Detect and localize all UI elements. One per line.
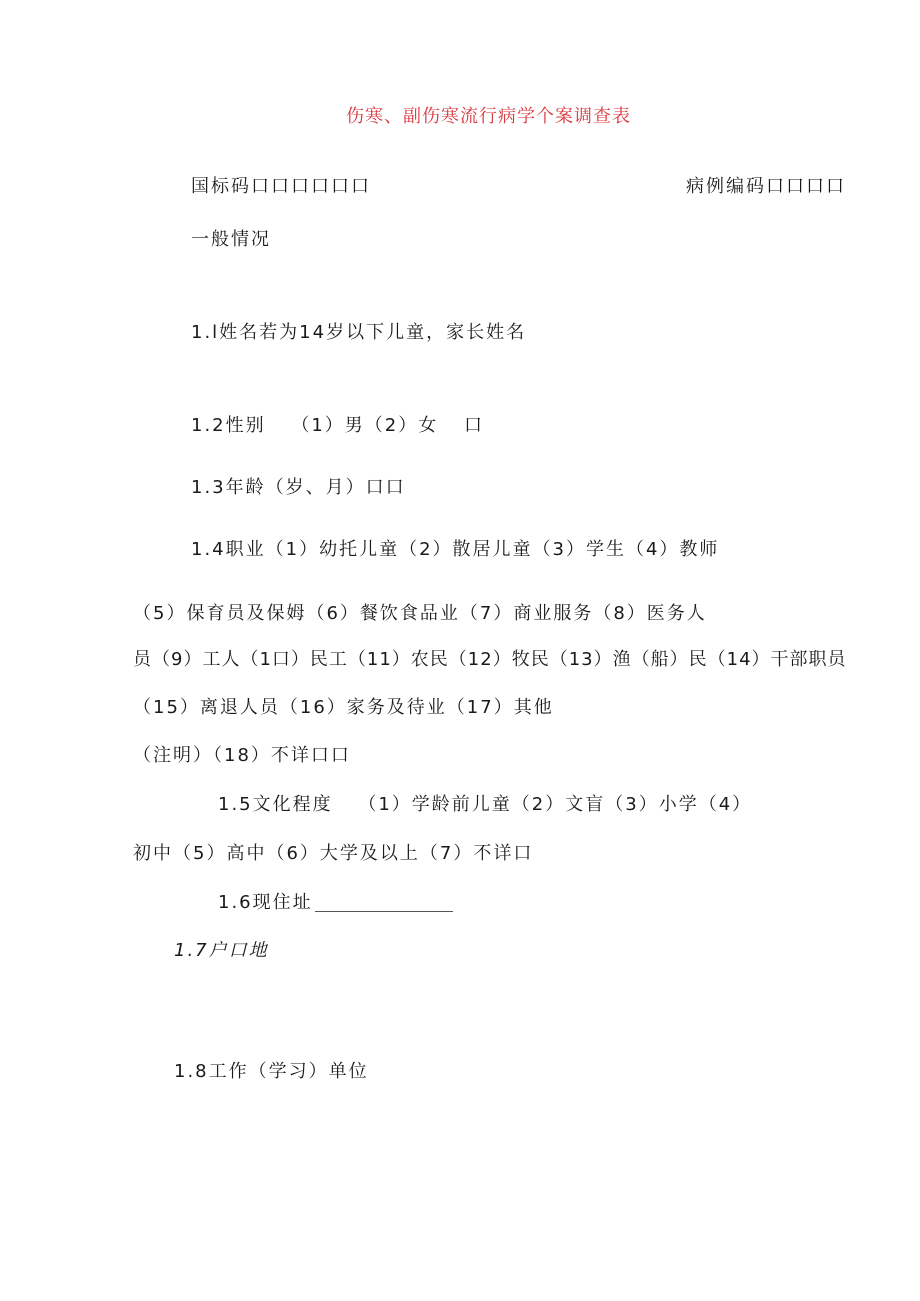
- question-1-8-workplace: 1.8工作（学习）单位: [174, 1061, 369, 1082]
- question-1-4-occupation-line-2: （5）保育员及保姆（6）餐饮食品业（7）商业服务（8）医务人: [133, 603, 707, 624]
- document-title: 伤寒、副伤寒流行病学个案调查表: [346, 106, 631, 127]
- question-1-6-label: 1.6现住址: [218, 892, 313, 913]
- question-1-2-sex: 1.2性别 （1）男（2）女 口: [191, 415, 484, 436]
- question-1-4-occupation-line-3: 员（9）工人（1口）民工（11）农民（12）牧民（13）渔（船）民（14）干部职员: [133, 649, 847, 670]
- question-1-5-education-line-1: 1.5文化程度 （1）学龄前儿童（2）文盲（3）小学（4）: [218, 794, 753, 815]
- question-1-4-occupation-line-1: 1.4职业（1）幼托儿童（2）散居儿童（3）学生（4）教师: [191, 539, 720, 560]
- question-1-6-address: [218, 893, 453, 912]
- gb-code-field: 国标码口口口口口口: [191, 176, 371, 197]
- case-code-field: 病例编码口口口口: [686, 176, 846, 197]
- question-1-4-occupation-line-5: （注明）（18）不详口口: [133, 745, 351, 766]
- question-1-1-name: 1.l姓名若为14岁以下儿童，家长姓名: [191, 322, 527, 343]
- question-1-7-household: 1.7户口地: [174, 940, 269, 961]
- section-general-heading: 一般情况: [191, 229, 271, 250]
- question-1-5-education-line-2: 初中（5）高中（6）大学及以上（7）不详口: [133, 843, 534, 864]
- question-1-4-occupation-line-4: （15）离退人员（16）家务及待业（17）其他: [133, 697, 554, 718]
- address-blank-line: [315, 893, 453, 912]
- question-1-3-age: 1.3年龄（岁、月）口口: [191, 477, 406, 498]
